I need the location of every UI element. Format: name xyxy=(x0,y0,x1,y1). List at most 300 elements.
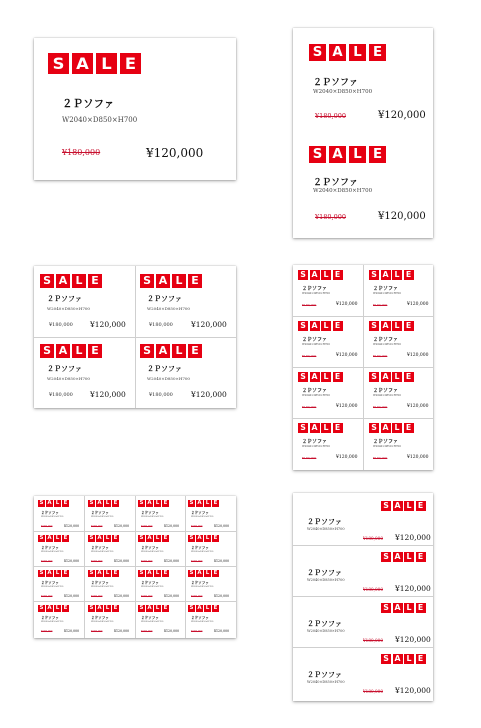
sale-letter-box: L xyxy=(404,552,414,562)
cut-line-horizontal xyxy=(34,566,236,567)
sale-letter-box: A xyxy=(97,605,102,611)
product-name: ２Ｐソファ xyxy=(302,439,327,445)
sale-letter-box: A xyxy=(147,500,152,506)
sale-badge xyxy=(88,535,119,542)
product-name: ２Ｐソファ xyxy=(307,671,342,679)
sale-letter-box: L xyxy=(205,605,210,611)
sale-letter-box: A xyxy=(197,500,202,506)
original-price: ¥180,000 xyxy=(373,354,388,358)
sale-price: ¥120,000 xyxy=(114,594,130,598)
sale-letter-box: L xyxy=(205,570,210,576)
original-price: ¥180,000 xyxy=(373,456,388,460)
sale-price: ¥120,000 xyxy=(395,635,431,644)
product-dimensions: W2040×D850×H700 xyxy=(191,586,214,588)
sale-letter-box: S xyxy=(139,500,144,506)
sale-letter-box: E xyxy=(416,603,426,613)
original-price: ¥180,000 xyxy=(373,405,388,409)
product-name: ２Ｐソファ xyxy=(373,388,398,394)
sale-letter-box: L xyxy=(72,344,86,358)
original-price: ¥180,000 xyxy=(302,405,317,409)
original-price: ¥180,000 xyxy=(149,392,173,398)
product-dimensions: W2040×D850×H700 xyxy=(302,445,330,448)
sale-letter-box: L xyxy=(105,535,110,541)
original-price: ¥180,000 xyxy=(141,595,153,598)
sale-letter-box: E xyxy=(163,605,168,611)
sale-letter-box: A xyxy=(47,500,52,506)
product-name: ２Ｐソファ xyxy=(373,337,398,343)
sale-letter-box: L xyxy=(205,535,210,541)
sale-letter-box: E xyxy=(188,274,202,288)
sale-letter-box: A xyxy=(72,53,93,74)
cut-line-vertical xyxy=(185,496,186,638)
sale-letter-box: L xyxy=(155,535,160,541)
sale-price: ¥120,000 xyxy=(164,594,180,598)
sale-badge xyxy=(38,535,69,542)
sale-letter-box: E xyxy=(163,500,168,506)
original-price: ¥180,000 xyxy=(302,456,317,460)
sale-price: ¥120,000 xyxy=(407,353,429,358)
sale-letter-box: A xyxy=(47,535,52,541)
sale-badge xyxy=(88,500,119,507)
product-name: ２Ｐソファ xyxy=(62,98,115,110)
product-dimensions: W2040×D850×H700 xyxy=(307,578,345,582)
sale-letter-box: L xyxy=(349,44,366,61)
product-name: ２Ｐソファ xyxy=(91,546,109,550)
original-price: ¥180,000 xyxy=(191,630,203,633)
sale-letter-box: A xyxy=(329,44,346,61)
sale-price: ¥120,000 xyxy=(336,455,358,460)
product-dimensions: W2040×D850×H700 xyxy=(313,188,373,194)
cut-line-horizontal xyxy=(34,601,236,602)
sale-letter-box: E xyxy=(120,53,141,74)
sale-badge xyxy=(138,570,169,577)
sale-letter-box: S xyxy=(298,423,308,433)
sale-price: ¥120,000 xyxy=(164,629,180,633)
product-dimensions: W2040×D850×H700 xyxy=(373,445,401,448)
sale-badge xyxy=(140,274,202,288)
sale-letter-box: S xyxy=(39,570,44,576)
sale-letter-box: A xyxy=(394,501,401,510)
sale-letter-box: E xyxy=(404,321,414,331)
sale-price: ¥120,000 xyxy=(114,629,130,633)
sale-letter-box: L xyxy=(55,605,60,611)
product-dimensions: W2040×D850×H700 xyxy=(141,551,164,553)
product-name: ２Ｐソファ xyxy=(91,616,109,620)
sale-letter-box: E xyxy=(163,570,168,576)
sale-letter-box: S xyxy=(40,344,54,358)
sale-letter-box: S xyxy=(369,321,379,331)
cut-line-horizontal xyxy=(293,418,433,419)
original-price: ¥180,000 xyxy=(315,112,347,120)
sale-letter-box: E xyxy=(63,605,68,611)
sale-badge xyxy=(369,270,414,280)
sale-letter-box: L xyxy=(392,372,402,382)
product-name: ２Ｐソファ xyxy=(373,439,398,445)
sale-letter-box: L xyxy=(321,270,331,280)
original-price: ¥180,000 xyxy=(363,536,383,541)
sale-letter-box: E xyxy=(113,605,118,611)
original-price: ¥180,000 xyxy=(91,525,103,528)
sale-letter-box: L xyxy=(321,321,331,331)
original-price: ¥180,000 xyxy=(149,322,173,328)
product-name: ２Ｐソファ xyxy=(191,616,209,620)
product-name: ２Ｐソファ xyxy=(307,518,342,526)
sale-price: ¥120,000 xyxy=(336,404,358,409)
product-name: ２Ｐソファ xyxy=(41,511,59,515)
sale-badge xyxy=(309,44,386,61)
sale-letter-box: L xyxy=(172,344,186,358)
sale-letter-box: S xyxy=(369,372,379,382)
sale-badge xyxy=(88,570,119,577)
product-name: ２Ｐソファ xyxy=(147,365,182,373)
sale-badge xyxy=(298,423,343,433)
sale-price: ¥120,000 xyxy=(378,110,426,121)
sale-badge xyxy=(369,372,414,382)
sale-letter-box: S xyxy=(381,603,391,613)
sale-badge xyxy=(188,605,219,612)
sale-letter-box: A xyxy=(97,570,102,576)
product-name: ２Ｐソファ xyxy=(47,295,82,303)
sale-letter-box: E xyxy=(369,44,386,61)
sale-letter-box: E xyxy=(63,570,68,576)
product-name: ２Ｐソファ xyxy=(302,388,327,394)
sale-letter-box: E xyxy=(113,500,118,506)
original-price: ¥180,000 xyxy=(91,630,103,633)
product-name: ２Ｐソファ xyxy=(47,365,82,373)
original-price: ¥180,000 xyxy=(49,322,73,328)
product-dimensions: W2040×D850×H700 xyxy=(91,586,114,588)
sale-price: ¥120,000 xyxy=(114,524,130,528)
sale-letter-box: S xyxy=(89,570,94,576)
product-name: ２Ｐソファ xyxy=(191,546,209,550)
sale-letter-box: A xyxy=(382,321,389,330)
sale-letter-box: E xyxy=(416,552,426,562)
sale-badge xyxy=(40,274,102,288)
sale-letter-box: S xyxy=(381,654,391,664)
product-dimensions: W2040×D850×H700 xyxy=(141,516,164,518)
sale-letter-box: S xyxy=(39,500,44,506)
product-dimensions: W2040×D850×H700 xyxy=(41,551,64,553)
sale-letter-box: S xyxy=(89,605,94,611)
sale-letter-box: A xyxy=(394,603,401,612)
product-dimensions: W2040×D850×H700 xyxy=(41,516,64,518)
sale-price: ¥120,000 xyxy=(191,320,227,329)
original-price: ¥180,000 xyxy=(191,595,203,598)
product-dimensions: W2040×D850×H700 xyxy=(307,680,345,684)
sale-letter-box: S xyxy=(189,570,194,576)
original-price: ¥180,000 xyxy=(91,595,103,598)
sale-badge xyxy=(298,270,343,280)
sale-price: ¥120,000 xyxy=(90,390,126,399)
sheet-2-up xyxy=(293,28,433,238)
sale-price: ¥120,000 xyxy=(64,629,80,633)
sale-badge xyxy=(381,501,426,511)
sale-letter-box: E xyxy=(63,535,68,541)
sale-letter-box: E xyxy=(416,654,426,664)
sale-letter-box: S xyxy=(381,501,391,511)
sale-price: ¥120,000 xyxy=(214,559,230,563)
sale-letter-box: A xyxy=(156,274,170,288)
sale-badge xyxy=(88,605,119,612)
sheet-4-wide xyxy=(293,493,433,701)
product-dimensions: W2040×D850×H700 xyxy=(91,551,114,553)
original-price: ¥180,000 xyxy=(315,213,347,221)
sale-badge xyxy=(298,321,343,331)
sale-price: ¥120,000 xyxy=(191,390,227,399)
product-dimensions: W2040×D850×H700 xyxy=(141,586,164,588)
sale-letter-box: S xyxy=(298,321,308,331)
product-dimensions: W2040×D850×H700 xyxy=(313,89,373,95)
sale-price: ¥120,000 xyxy=(164,524,180,528)
sale-badge xyxy=(138,535,169,542)
sale-letter-box: S xyxy=(309,146,326,163)
sale-letter-box: E xyxy=(213,500,218,506)
sheet-1-up xyxy=(34,38,236,180)
sheet-4-up xyxy=(34,266,236,408)
product-dimensions: W2040×D850×H700 xyxy=(373,343,401,346)
original-price: ¥180,000 xyxy=(141,525,153,528)
sale-letter-box: L xyxy=(404,603,414,613)
sale-price: ¥120,000 xyxy=(90,320,126,329)
sale-badge xyxy=(38,605,69,612)
sale-letter-box: S xyxy=(140,274,154,288)
sale-letter-box: S xyxy=(381,552,391,562)
sale-price: ¥120,000 xyxy=(407,302,429,307)
sale-letter-box: L xyxy=(392,423,402,433)
sale-letter-box: E xyxy=(113,535,118,541)
sale-badge xyxy=(298,372,343,382)
sale-letter-box: L xyxy=(349,146,366,163)
sale-letter-box: A xyxy=(56,344,70,358)
sale-price: ¥120,000 xyxy=(378,211,426,222)
sale-letter-box: A xyxy=(47,605,52,611)
sale-letter-box: E xyxy=(333,372,343,382)
product-name: ２Ｐソファ xyxy=(191,581,209,585)
product-name: ２Ｐソファ xyxy=(302,337,327,343)
sale-letter-box: E xyxy=(113,570,118,576)
cut-line-horizontal xyxy=(293,647,433,648)
product-name: ２Ｐソファ xyxy=(191,511,209,515)
sale-letter-box: A xyxy=(156,344,170,358)
sale-badge xyxy=(381,654,426,664)
sale-price: ¥120,000 xyxy=(407,404,429,409)
sale-letter-box: S xyxy=(369,423,379,433)
sale-letter-box: A xyxy=(311,321,318,330)
sheet-8-up xyxy=(293,265,433,470)
sale-badge xyxy=(138,605,169,612)
original-price: ¥180,000 xyxy=(41,525,53,528)
product-name: ２Ｐソファ xyxy=(41,616,59,620)
sale-letter-box: L xyxy=(96,53,117,74)
sale-letter-box: L xyxy=(205,500,210,506)
sale-letter-box: E xyxy=(404,270,414,280)
sale-letter-box: A xyxy=(197,535,202,541)
product-name: ２Ｐソファ xyxy=(141,581,159,585)
sale-badge xyxy=(138,500,169,507)
sale-letter-box: S xyxy=(48,53,69,74)
sale-letter-box: L xyxy=(55,535,60,541)
cut-line-horizontal xyxy=(293,545,433,546)
product-name: ２Ｐソファ xyxy=(313,178,358,188)
sale-letter-box: A xyxy=(197,570,202,576)
original-price: ¥180,000 xyxy=(302,354,317,358)
sale-letter-box: A xyxy=(147,605,152,611)
sale-price: ¥120,000 xyxy=(114,559,130,563)
sale-letter-box: S xyxy=(189,500,194,506)
product-dimensions: W2040×D850×H700 xyxy=(302,343,330,346)
cut-line-horizontal xyxy=(293,596,433,597)
sale-letter-box: L xyxy=(155,605,160,611)
cut-line-vertical xyxy=(135,496,136,638)
sale-price: ¥120,000 xyxy=(395,584,431,593)
product-name: ２Ｐソファ xyxy=(147,295,182,303)
sale-letter-box: S xyxy=(298,270,308,280)
sale-letter-box: L xyxy=(155,500,160,506)
sale-letter-box: S xyxy=(39,605,44,611)
sale-letter-box: L xyxy=(321,372,331,382)
sale-letter-box: L xyxy=(172,274,186,288)
sale-badge xyxy=(188,570,219,577)
sale-letter-box: A xyxy=(311,423,318,432)
cut-line-horizontal xyxy=(293,316,433,317)
sale-letter-box: S xyxy=(298,372,308,382)
sale-letter-box: A xyxy=(56,274,70,288)
sale-letter-box: L xyxy=(105,500,110,506)
product-dimensions: W2040×D850×H700 xyxy=(47,306,90,311)
sale-letter-box: E xyxy=(188,344,202,358)
product-name: ２Ｐソファ xyxy=(302,286,327,292)
product-name: ２Ｐソファ xyxy=(307,620,342,628)
sale-letter-box: A xyxy=(47,570,52,576)
product-name: ２Ｐソファ xyxy=(91,511,109,515)
sale-letter-box: L xyxy=(404,501,414,511)
sale-letter-box: E xyxy=(333,423,343,433)
product-name: ２Ｐソファ xyxy=(41,581,59,585)
sale-letter-box: E xyxy=(213,605,218,611)
original-price: ¥180,000 xyxy=(41,630,53,633)
sale-badge xyxy=(38,500,69,507)
sale-letter-box: A xyxy=(382,372,389,381)
sale-badge xyxy=(188,535,219,542)
sale-letter-box: S xyxy=(140,344,154,358)
sale-letter-box: A xyxy=(147,570,152,576)
original-price: ¥180,000 xyxy=(363,587,383,592)
sale-letter-box: L xyxy=(105,605,110,611)
sale-price: ¥120,000 xyxy=(407,455,429,460)
sale-letter-box: L xyxy=(55,570,60,576)
product-name: ２Ｐソファ xyxy=(313,78,358,88)
product-name: ２Ｐソファ xyxy=(141,616,159,620)
sale-letter-box: E xyxy=(404,423,414,433)
sale-price: ¥120,000 xyxy=(64,524,80,528)
sale-letter-box: L xyxy=(404,654,414,664)
sale-letter-box: A xyxy=(147,535,152,541)
sale-letter-box: E xyxy=(88,344,102,358)
sale-letter-box: S xyxy=(189,535,194,541)
sale-badge xyxy=(381,552,426,562)
sale-badge xyxy=(188,500,219,507)
sale-letter-box: L xyxy=(105,570,110,576)
sale-letter-box: S xyxy=(139,535,144,541)
sale-letter-box: E xyxy=(88,274,102,288)
sale-price: ¥120,000 xyxy=(214,594,230,598)
product-dimensions: W2040×D850×H700 xyxy=(307,629,345,633)
sale-letter-box: S xyxy=(309,44,326,61)
sale-letter-box: E xyxy=(333,321,343,331)
sale-badge xyxy=(48,53,141,74)
product-dimensions: W2040×D850×H700 xyxy=(41,586,64,588)
sale-price: ¥120,000 xyxy=(336,353,358,358)
sale-letter-box: A xyxy=(394,654,401,663)
sale-letter-box: E xyxy=(163,535,168,541)
original-price: ¥180,000 xyxy=(363,638,383,643)
product-dimensions: W2040×D850×H700 xyxy=(302,394,330,397)
sale-badge xyxy=(40,344,102,358)
product-name: ２Ｐソファ xyxy=(41,546,59,550)
product-name: ２Ｐソファ xyxy=(141,546,159,550)
sale-letter-box: L xyxy=(321,423,331,433)
product-name: ２Ｐソファ xyxy=(91,581,109,585)
original-price: ¥180,000 xyxy=(49,392,73,398)
sale-letter-box: A xyxy=(329,146,346,163)
sale-letter-box: E xyxy=(63,500,68,506)
sale-letter-box: A xyxy=(311,372,318,381)
product-dimensions: W2040×D850×H700 xyxy=(307,527,345,531)
sale-price: ¥120,000 xyxy=(395,533,431,542)
original-price: ¥180,000 xyxy=(41,560,53,563)
sale-letter-box: L xyxy=(392,270,402,280)
product-dimensions: W2040×D850×H700 xyxy=(147,376,190,381)
sale-letter-box: E xyxy=(213,570,218,576)
product-dimensions: W2040×D850×H700 xyxy=(302,292,330,295)
sale-price: ¥120,000 xyxy=(214,524,230,528)
cut-line-horizontal xyxy=(34,531,236,532)
product-dimensions: W2040×D850×H700 xyxy=(91,516,114,518)
sale-letter-box: L xyxy=(392,321,402,331)
product-dimensions: W2040×D850×H700 xyxy=(62,116,138,124)
sale-letter-box: A xyxy=(97,535,102,541)
sale-letter-box: S xyxy=(39,535,44,541)
sale-letter-box: S xyxy=(369,270,379,280)
sale-letter-box: S xyxy=(89,535,94,541)
original-price: ¥180,000 xyxy=(41,595,53,598)
sale-letter-box: L xyxy=(55,500,60,506)
cut-line-horizontal xyxy=(293,367,433,368)
sale-letter-box: E xyxy=(369,146,386,163)
product-dimensions: W2040×D850×H700 xyxy=(47,376,90,381)
product-dimensions: W2040×D850×H700 xyxy=(191,516,214,518)
sale-badge xyxy=(369,321,414,331)
product-dimensions: W2040×D850×H700 xyxy=(373,292,401,295)
sale-letter-box: L xyxy=(155,570,160,576)
sale-price: ¥120,000 xyxy=(64,559,80,563)
cut-line-vertical xyxy=(84,496,85,638)
product-name: ２Ｐソファ xyxy=(141,511,159,515)
sale-letter-box: A xyxy=(382,270,389,279)
sale-letter-box: A xyxy=(97,500,102,506)
sale-letter-box: A xyxy=(311,270,318,279)
sale-price: ¥120,000 xyxy=(164,559,180,563)
original-price: ¥180,000 xyxy=(191,560,203,563)
sale-letter-box: S xyxy=(139,570,144,576)
sale-letter-box: A xyxy=(197,605,202,611)
original-price: ¥180,000 xyxy=(373,303,388,307)
cut-line-horizontal xyxy=(34,337,236,338)
sale-badge xyxy=(381,603,426,613)
product-dimensions: W2040×D850×H700 xyxy=(373,394,401,397)
sale-letter-box: A xyxy=(394,552,401,561)
sale-letter-box: E xyxy=(213,535,218,541)
